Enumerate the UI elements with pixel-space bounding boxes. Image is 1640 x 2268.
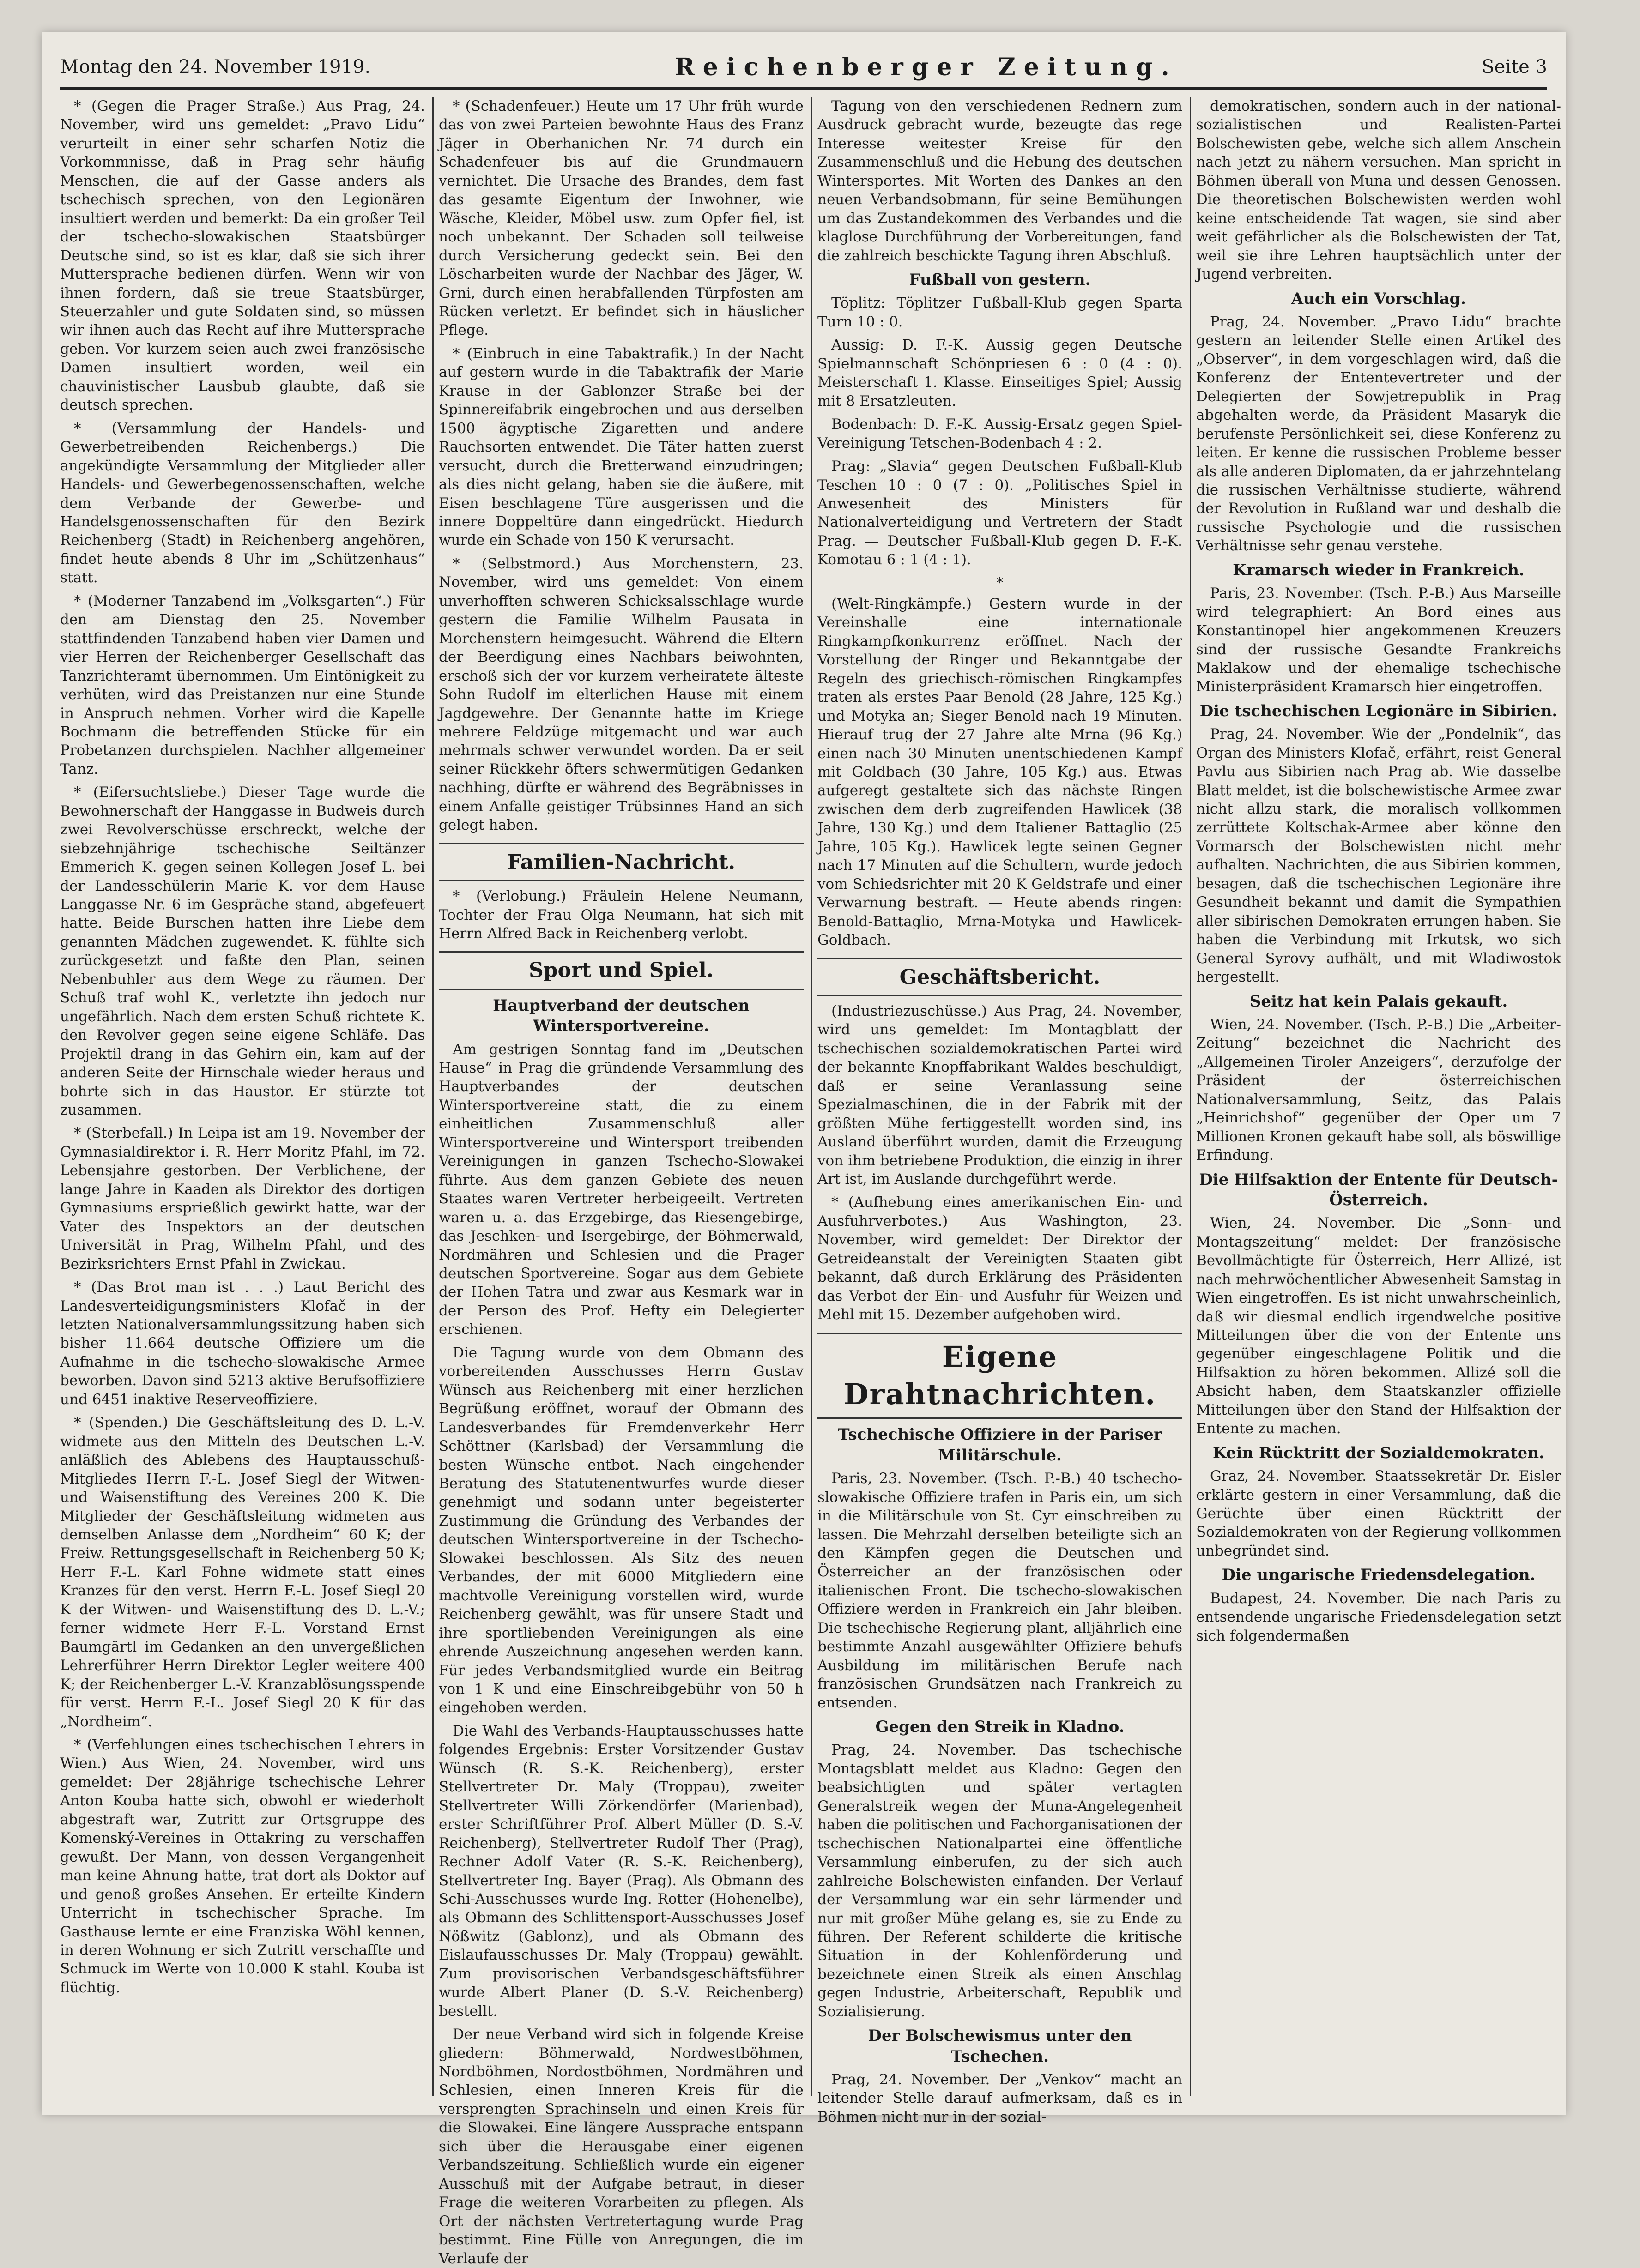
article-paragraph: * (Einbruch in eine Tabaktrafik.) In der Nacht auf gestern wurde in die Tabaktrafik der Marie Krause in der Gablonzer Straße bei der Spinnereifabrik eingebrochen und aus derselben 1500 ägyptische Zigaretten und andere Rauchsorten entwendet. Die Täter hatten zuerst versucht, durch die Bretterwand einzudringen; als dies nicht gelang, haben sie die äußere, mit Eisen beschlagene Türe ausgerissen und die innere Doppeltüre dann eingedrückt. Hiedurch wurde ein Schade von 150 K verursacht. [439,345,804,549]
article-paragraph: Graz, 24. November. Staatssekretär Dr. Eisler erklärte gestern in einer Versammlung, daß die Gerüchte über einen Rücktritt der Sozialdemokraten von der Regierung vollkommen unbegründet sind. [1196,1468,1561,1559]
column-4 [1196,97,1561,2096]
article-paragraph: Prag, 24. November. Wie der „Pondelnik“, das Organ des Ministers Klofač, erfährt, reist General Pavlu aus Sibirien nach Prag ab. Wie dasselbe Blatt meldet, ist die bolschewistische Armee zwar nicht allzu stark, die moralisch vollkommen zerrüttete Koltschak-Armee aber könne den Vormarsch der Bolschewisten nicht mehr aufhalten. Nachrichten, die aus Sibirien kommen, besagen, daß die tschechischen Legionäre ihre Gesundheit bekannt und damit die Sympathien aller sibirischen Demokraten errungen haben. Sie haben die Verbindung mit Irkutsk, wo sich General Syrovy aufhält, und mit Wladiwostok hergestellt. [1196,726,1561,986]
newspaper-title: Reichenberger Zeitung. [674,53,1178,81]
article-paragraph: * (Gegen die Prager Straße.) Aus Prag, 24. November, wird uns gemeldet: „Pravo Lidu“ verurteilt in einer sehr scharfen Notiz die Vorkommnisse, daß in Prag sehr häufig Menschen, die auf der Gasse anders als tschechisch sprechen, von den Legionären insultiert werden und bemerkt: Da ein großer Teil der tschecho-slowakischen Staatsbürger Deutsche sind, so ist es klar, daß sie sich ihrer Muttersprache bedienen dürfen. Wenn wir von ihnen fordern, daß sie treue Staatsbürger, Steuerzahler und gute Soldaten sind, so müssen wir ihnen auch das Recht auf ihre Muttersprache geben. Vor kurzem seien auch zwei französische Damen insultiert worden, weil ein chauvinistischer Lausbub glaubte, daß sie deutsch sprechen. [60,98,425,414]
article-paragraph: Paris, 23. November. (Tsch. P.-B.) Aus Marseille wird telegraphiert: An Bord eines aus Konstantinopel hier angekommenen Kreuzers sind der russische Gesandte Frankreichs Maklakow und der ehemalige tschechische Ministerpräsident Kramarsch hier eingetroffen. [1196,585,1561,695]
article-paragraph: (Welt-Ringkämpfe.) Gestern wurde in der Vereinshalle eine internationale Ringkampfkonkurrenz eröffnet. Nach der Vorstellung der Ringer und Bekanntgabe der Regeln des griechisch-römischen Ringkampfes traten als erstes Paar Benold (28 Jahre, 125 Kg.) und Motyka an; Sieger Benold nach 19 Minuten. Hierauf trug der 27 Jahre alte Mrna (96 Kg.) einen nach 30 Minuten unentschiedenen Kampf mit Goldbach (30 Jahre, 105 Kg.) aus. Etwas aufgeregt gestaltete sich das nächste Ringen zwischen dem derb zugreifenden Hawlicek (38 Jahre, 130 Kg.) und dem Italiener Battaglio (25 Jahre, 105 Kg.). Hawlicek legte seinen Gegner nach 17 Minuten auf die Schultern, wurde jedoch vom Schiedsrichter mit 20 K Geldstrafe und einer Verwarnung bestraft. — Heute abends ringen: Benold-Battaglio, Mrna-Motyka und Hawlicek-Goldbach. [817,595,1182,949]
article-headline: Fußball von gestern. [909,271,1091,290]
article-paragraph: Der neue Verband wird sich in folgende Kreise gliedern: Böhmerwald, Nordwestböhmen, Nordböhmen, Nordostböhmen, Nordmähren und Schlesien, einen Inneren Kreis für die versprengten Sprachinseln und einen Kreis für die Slowakei. Eine längere Aussprache entspann sich über die Herausgabe einer eigenen Verbandszeitung. Schließlich wurde ein eigener Ausschuß mit der Aufgabe betraut, in dieser Frage die weiteren Vorarbeiten zu pflegen. Als Ort der nächsten Vertretertagung wurde Prag bestimmt. Eine Fülle von Anregungen, die im Verlaufe der [439,2026,804,2267]
article-paragraph: Aussig: D. F.-K. Aussig gegen Deutsche Spielmannschaft Schönpriesen 6 : 0 (4 : 0). Meisterschaft 1. Klasse. Einseitiges Spiel; Aussig mit 8 Ersatzleuten. [817,337,1182,410]
article-paragraph: * (Moderner Tanzabend im „Volksgarten“.) Für den am Dienstag den 25. November stattfindenden Tanzabend haben vier Damen und vier Herren der Reichenberger Gesellschaft das Tanzrichteramt übernommen. Um Eintönigkeit zu verhüten, wird das Preistanzen nur eine Stunde in Anspruch nehmen. Vorher wird die Kapelle Bochmann die betreffenden Stücke für ein Probetanzen durchspielen. Nachher allgemeiner Tanz. [60,592,425,778]
article-paragraph: * (Das Brot man ist . . .) Laut Bericht des Landesverteidigungsministers Klofač in der letzten Nationalversammlungssitzung haben sich bisher 11.664 deutsche Offiziere um die Aufnahme in die tschecho-slowakische Armee beworben. Davon sind 5213 aktive Berufsoffiziere und 6451 inaktive Reserveoffiziere. [60,1279,425,1408]
article-paragraph: demokratischen, sondern auch in der national-sozialistischen und Realisten-Partei Bolschewisten gebe, welche sich allem Anschein nach jetzt zu nähern versuchen. Man spricht in Böhmen überall von Muna und dessen Genossen. Die theoretischen Bolschewisten werden wohl keine entscheidende Tat wagen, sie sind aber weit gefährlicher als die Bolschewisten der Tat, weil sie ihre Lehren hauptsächlich unter der Jugend verbreiten. [1196,98,1561,283]
page-number: Seite 3 [1482,56,1547,78]
separator-asterisk: * [996,574,1004,591]
article-paragraph: Die Tagung wurde von dem Obmann des vorbereitenden Ausschusses Herrn Gustav Wünsch aus Reichenberg mit einer herzlichen Begrüßung eröffnet, worauf der Obmann des Landesverbandes für Fremdenverkehr Herr Schöttner (Karlsbad) der Versammlung die besten Wünsche entbot. Nach eingehender Beratung des Statutenentwurfes wurde dieser genehmigt und sodann unter begeisterter Zustimmung die Gründung des Verbandes der deutschen Wintersportvereine in der Tschecho-Slowakei beschlossen. Als Sitz des neuen Verbandes, der mit 6000 Mitgliedern eine machtvolle Vereinigung vorstellen wird, wurde Reichenberg gewählt, was für unsere Stadt und ihre sportliebenden Vereinigungen als eine ehrende Auszeichnung angesehen werden kann. Für jedes Verbandsmitglied wurde ein Beitrag von 1 K und eine Einschreibgebühr von 50 h eingehoben werden. [439,1344,804,1716]
article-paragraph: * (Schadenfeuer.) Heute um 17 Uhr früh wurde das von zwei Parteien bewohnte Haus des Franz Jäger in Oberhanichen Nr. 74 durch ein Schadenfeuer bis auf die Grundmauern vernichtet. Die Ursache des Brandes, dem fast das gesamte Eigentum der Inwohner, wie Wäsche, Kleider, Möbel usw. zum Opfer fiel, ist noch unbekannt. Der Schaden soll teilweise durch Versicherung gedeckt sein. Bei den Löscharbeiten wurde der Nachbar des Jäger, W. Grni, durch einen herabfallenden Türpfosten am Rücken verletzt. Er befindet sich in häuslicher Pflege. [439,98,804,339]
section-heading-large: Eigene Drahtnachrichten. [817,1333,1182,1419]
article-headline: Kramarsch wieder in Frankreich. [1233,561,1525,579]
column-3 [817,97,1182,2125]
article-headline: Tschechische Offiziere in der Pariser Militärschule. [838,1425,1162,1465]
column-rule [432,97,434,2096]
column-2 [439,97,804,2267]
article-paragraph: * (Aufhebung eines amerikanischen Ein- und Ausfuhrverbotes.) Aus Washington, 23. November, wird gemeldet: Der Direktor der Getreideanstalt der Vereinigten Staaten gibt bekannt, daß durch Erklärung des Präsidenten das Verbot der Ein- und Ausfuhr für Weizen und Mehl mit 15. Dezember aufgehoben wird. [817,1194,1182,1323]
issue-date: Montag den 24. November 1919. [60,56,371,78]
section-heading: Familien-Nachricht. [439,843,804,881]
article-headline: Die Hilfsaktion der Entente für Deutsch-Österreich. [1199,1170,1558,1209]
article-headline: Kein Rücktritt der Sozialdemokraten. [1213,1443,1544,1462]
article-paragraph: Tagung von den verschiedenen Rednern zum Ausdruck gebracht wurde, bezeugte das rege Interesse weitester Kreise für den Zusammenschluß und die Hebung des deutschen Wintersportes. Mit Worten des Dankes an den neuen Verbandsobmann, für seine Bemühungen um das Zustandekommen des Verbandes und die klaglose Durchführung der Vorbereitungen, fand die zahlreich beschickte Tagung ihren Abschluß. [817,98,1182,264]
article-paragraph: (Industriezuschüsse.) Aus Prag, 24. November, wird uns gemeldet: Im Montagblatt der tschechischen sozialdemokratischen Partei wird der bekannte Knopffabrikant Waldes beschuldigt, daß er seine Veranlassung seine Spezialmaschinen, die in der Fabrik mit der größten Mühe fertiggestellt worden sind, ins Ausland überführt wurden, damit die Erzeugung von ihm betriebene Produktion, die einzig in ihrer Art ist, im Auslande durchgeführt werde. [817,1002,1182,1188]
article-headline: Die ungarische Friedensdelegation. [1222,1566,1536,1585]
article-paragraph: Budapest, 24. November. Die nach Paris zu entsendende ungarische Friedensdelegation setzt sich folgendermaßen [1196,1590,1561,1644]
article-paragraph: * (Sterbefall.) In Leipa ist am 19. November der Gymnasialdirektor i. R. Herr Moritz Pfahl, im 72. Lebensjahre gestorben. Der Verblichene, der lange Jahre in Kaaden als Direktor des dortigen Gymnasiums ersprießlich gewirkt hatte, war der Vater des Inspektors an der deutschen Universität in Prag, Wilhelm Pfahl, und des Bezirksrichters Ernst Pfahl in Zwickau. [60,1125,425,1273]
article-paragraph: * (Selbstmord.) Aus Morchenstern, 23. November, wird uns gemeldet: Von einem unverhofften schweren Schicksalsschlage wurde gestern die Familie Wilhelm Pausata in Morchenstern heimgesucht. Während die Eltern der Beerdigung eines Nachbars beiwohnten, erschoß sich der vor kurzem verheiratete älteste Sohn Rudolf im elterlichen Hause mit einem Jagdgewehre. Der Genannte hatte im Kriege mehrere Feldzüge mitgemacht und war auch mehrmals schwer verwundet worden. Da er seit seiner Rückkehr öfters schwermütigen Gedanken nachhing, dürfte er während des Begräbnisses in einem Anfalle geistiger Trübsinnes Hand an sich gelegt haben. [439,555,804,834]
article-headline: Gegen den Streik in Kladno. [875,1718,1125,1737]
section-heading: Sport und Spiel. [439,951,804,989]
article-paragraph: Paris, 23. November. (Tsch. P.-B.) 40 tschecho-slowakische Offiziere trafen in Paris ein, um sich in die Militärschule von St. Cyr einschreiben zu lassen. Die Mehrzahl derselben beteiligte sich an den Kämpfen gegen die Deutschen und Österreicher an der französischen oder italienischen Front. Die tschecho-slowakischen Offiziere werden in Frankreich ein Jahr bleiben. Die tschechische Regierung plant, alljährlich eine bestimmte Anzahl ausgewählter Offiziere behufs Ausbildung im militärischen Berufe nach französischen Grundsätzen nach Frankreich zu entsenden. [817,1470,1182,1711]
article-paragraph: Prag, 24. November. Das tschechische Montagsblatt meldet aus Kladno: Gegen den beabsichtigten und später vertagten Generalstreik wegen der Muna-Angelegenheit haben die politischen und Fachorganisationen der tschechischen Nationalpartei eine öffentliche Versammlung einberufen, zu der sich auch zahlreiche Bolschewisten einfanden. Der Verlauf der Versammlung war ein sehr lärmender und nur mit großer Mühe gelang es, sie zu Ende zu führen. Der Referent schilderte die kritische Situation in der Kohlenförderung und bezeichnete einen Streik als einen Anschlag gegen Industrie, Arbeiterschaft, Republik und Sozialisierung. [817,1742,1182,2020]
article-headline: Seitz hat kein Palais gekauft. [1249,992,1508,1011]
article-paragraph: Prag: „Slavia“ gegen Deutschen Fußball-Klub Teschen 10 : 0 (7 : 0). „Politisches Spiel in Anwesenheit des Ministers für Nationalverteidigung und Vertretern der Stadt Prag. — Deutscher Fußball-Klub gegen D. F.-K. Komotau 6 : 1 (4 : 1). [817,458,1182,568]
article-paragraph: * (Eifersuchtsliebe.) Dieser Tage wurde die Bewohnerschaft der Hanggasse in Budweis durch zwei Revolverschüsse erschreckt, welche der siebzehnjährige tschechische Seiltänzer Emmerich K. gegen seinen Kollegen Josef L. bei der Landesschülerin Marie K. vor dem Hause Langgasse Nr. 6 im Gespräche stand, abgefeuert hatte. Beide Burschen hatten ihre Liebe dem genannten Mädchen zugewendet. K. fühlte sich zurückgesetzt und faßte den Plan, seinen Nebenbuhler aus dem Wege zu räumen. Der Schuß traf wohl K., verletzte ihn jedoch nur ungefährlich. Nach dem ersten Schuß richtete K. den Revolver gegen seine eigene Schläfe. Das Projektil drang in das Gehirn ein, kam auf der anderen Seite der Hirnschale wieder heraus und bohrte sich in das Haustor. Er stürzte tot zusammen. [60,784,425,1119]
article-paragraph: Die Wahl des Verbands-Hauptausschusses hatte folgendes Ergebnis: Erster Vorsitzender Gustav Wünsch (R. S.-K. Reichenberg), erster Stellvertreter Dr. Maly (Troppau), zweiter Stellvertreter Willi Zörkendörfer (Marienbad), erster Schriftführer Prof. Albert Müller (D. S.-V. Reichenberg), Stellvertreter Rudolf Ther (Prag), Rechner Adolf Vater (R. S.-K. Reichenberg), Stellvertreter Ing. Bayer (Prag). Als Obmann des Schi-Ausschusses wurde Ing. Rotter (Hohenelbe), als Obmann des Schlittensport-Ausschusses Josef Nößwitz (Gablonz), und als Obmann des Eislaufausschusses Dr. Maly (Troppau) gewählt. Zum provisorischen Verbandsgeschäftsführer wurde Albert Planer (D. S.-V. Reichenberg) bestellt. [439,1722,804,2020]
article-paragraph: Am gestrigen Sonntag fand im „Deutschen Hause“ in Prag die gründende Versammlung des Hauptverbandes der deutschen Wintersportvereine statt, die zu einem einheitlichen Zusammenschluß aller Wintersportvereine und Wintersport treibenden Vereinigungen in ganzen Tschecho-Slowakei führte. Aus dem ganzen Gebiete des neuen Staates waren Vertreter herbeigeeilt. Vertreten waren u. a. das Erzgebirge, das Riesengebirge, das Jeschken- und Isergebirge, der Böhmerwald, Nordmähren und Schlesien und die Prager deutschen Sportvereine. Sogar aus dem Gebiete der Hohen Tatra und zwar aus Kesmark war in der Person des Prof. Hefty ein Delegierter erschienen. [439,1041,804,1338]
article-paragraph: Bodenbach: D. F.-K. Aussig-Ersatz gegen Spiel-Vereinigung Tetschen-Bodenbach 4 : 2. [817,416,1182,452]
column-1 [60,97,425,2096]
header-rule [60,87,1547,90]
section-heading: Geschäftsbericht. [817,958,1182,996]
article-headline: Auch ein Vorschlag. [1291,289,1466,308]
article-headline: Hauptverband der deutschen Wintersportvereine. [493,996,750,1036]
article-headline: Der Bolschewismus unter den Tschechen. [868,2027,1132,2066]
article-paragraph: Wien, 24. November. Die „Sonn- und Montagszeitung“ meldet: Der französische Bevollmächtigte für Österreich, Herr Allizé, ist nach mehrwöchentlicher Abwesenheit Samstag in Wien eingetroffen. Es ist nicht unwahrscheinlich, daß wir diesmal endlich irgendwelche positive Mitteilungen über die von der Entente uns gegenüber eingeschlagene Politik und die Hilfsaktion zu hören bekommen. Allizé soll die Absicht haben, dem Staatskanzler offizielle Mitteilungen über den Stand der Hilfsaktion der Entente zu machen. [1196,1215,1561,1437]
article-paragraph: * (Spenden.) Die Geschäftsleitung des D. L.-V. widmete aus den Mitteln des Deutschen L.-V. anläßlich des Ablebens des Hauptausschuß-Mitgliedes Herrn F.-L. Josef Siegl der Witwen- und Waisenstiftung des Vereines 200 K. Die Mitglieder der Geschäftsleitung widmeten aus demselben Anlasse dem „Nordheim“ 60 K; der Freiw. Rettungsgesellschaft in Reichenberg 50 K; Herr F.-L. Karl Fohne widmete statt eines Kranzes für den verst. Herrn F.-L. Josef Siegl 20 K der Witwen- und Waisenstiftung des D. L.-V.; ferner widmete Herr F.-L. Vorstand Ernst Baumgärtl im Gedanken an den unvergeßlichen Lehrerführer Herrn Direktor Legler weitere 400 K; der Reichenberger L.-V. Kranzablösungsspende für verst. Herrn F.-L. Josef Siegl 20 K für das „Nordheim“. [60,1414,425,1730]
article-paragraph: * (Versammlung der Handels- und Gewerbetreibenden Reichenbergs.) Die angekündigte Versammlung der Mitglieder aller Handels- und Gewerbegenossenschaften, welche dem Verbande der Gewerbe- und Handelsgenossenschaften für den Bezirk Reichenberg (Stadt) in Reichenberg angehören, findet heute abends 8 Uhr im „Schützenhaus“ statt. [60,420,425,586]
column-rule [1190,97,1191,2096]
article-paragraph: * (Verfehlungen eines tschechischen Lehrers in Wien.) Aus Wien, 24. November, wird uns gemeldet: Der 28jährige tschechische Lehrer Anton Kouba hatte sich, obwohl er wiederholt abgestraft war, Zutritt zur Ortsgruppe des Komenský-Vereines in Ottakring zu verschaffen gewußt. Der Mann, von dessen Vergangenheit man keine Ahnung hatte, trat dort als Doktor auf und genoß großes Ansehen. Er erteilte Kindern Unterricht in tschechischer Sprache. Im Gasthause lernte er eine Franziska Wöhl kennen, in deren Wohnung er sich Zutritt verschaffte und Schmuck im Werte von 10.000 K stahl. Kouba ist flüchtig. [60,1736,425,1996]
column-rule [811,97,812,2096]
article-paragraph: Prag, 24. November. Der „Venkov“ macht an leitender Stelle darauf aufmerksam, daß es in Böhmen nicht nur in der sozial- [817,2071,1182,2125]
article-paragraph: Wien, 24. November. (Tsch. P.-B.) Die „Arbeiter-Zeitung“ bezeichnet die Nachricht des „Allgemeinen Tiroler Anzeigers“, derzufolge der Präsident der österreichischen Nationalversammlung, Seitz, das Palais „Heinrichshof“ gegenüber der Oper um 7 Millionen Kronen gekauft habe soll, als böswillige Erfindung. [1196,1016,1561,1164]
running-head [60,51,1547,83]
article-headline: Die tschechischen Legionäre in Sibirien. [1199,701,1558,720]
article-paragraph: * (Verlobung.) Fräulein Helene Neumann, Tochter der Frau Olga Neumann, hat sich mit Herrn Alfred Back in Reichenberg verlobt. [439,888,804,942]
article-paragraph: Prag, 24. November. „Pravo Lidu“ brachte gestern an leitender Stelle einen Artikel des „Observer“, in dem vorgeschlagen wird, daß die Konferenz der Ententevertreter und der Delegierten der Sowjetrepublik in Prag abgehalten werde, da Präsident Masaryk die berufenste Persönlichkeit sei, diese Konferenz zu leiten. Er kenne die russischen Probleme besser als alle anderen Diplomaten, da er jahrzehntelang die russischen Verhältnisse studierte, während der Revolution in Rußland war und deshalb die russische Psychologie und die russischen Verhältnisse sehr genau verstehe. [1196,313,1561,555]
article-paragraph: Töplitz: Töplitzer Fußball-Klub gegen Sparta Turn 10 : 0. [817,295,1182,330]
newspaper-page [42,32,1566,2267]
